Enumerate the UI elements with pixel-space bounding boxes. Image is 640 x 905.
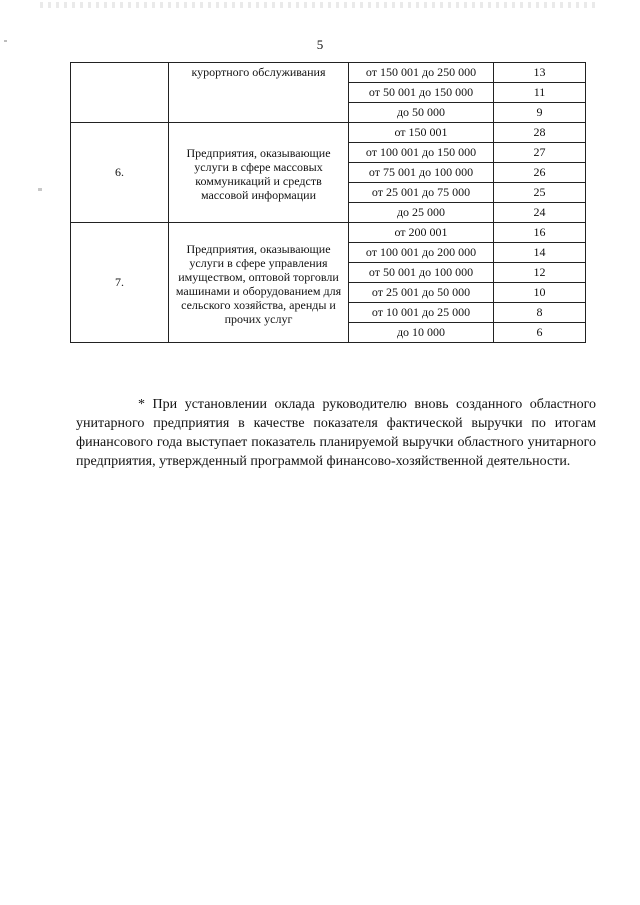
- table-row: [71, 223, 586, 243]
- revenue-range-cell: от 25 001 до 75 000: [349, 183, 494, 203]
- revenue-range-cell: от 50 001 до 150 000: [349, 83, 494, 103]
- row-description-cell: Предприятия, оказывающие услуги в сфере массовых коммуникаций и средств массовой информации: [169, 123, 349, 223]
- coefficient-cell: 10: [494, 283, 586, 303]
- revenue-coefficient-table: [70, 62, 586, 343]
- coefficient-cell: 8: [494, 303, 586, 323]
- revenue-range-cell: от 100 001 до 150 000: [349, 143, 494, 163]
- table-row: [71, 63, 586, 83]
- page-number: 5: [316, 37, 324, 52]
- revenue-range-cell: от 50 001 до 100 000: [349, 263, 494, 283]
- revenue-range-cell: от 200 001: [349, 223, 494, 243]
- row-number-cell: [71, 63, 169, 123]
- coefficient-cell: 16: [494, 223, 586, 243]
- row-description-cell: Предприятия, оказывающие услуги в сфере управления имуществом, оптовой торговли машинами и оборудованием для сельского хозяйства, аренды и прочих услуг: [169, 223, 349, 343]
- table-row: [71, 123, 586, 143]
- row-number-cell: 6.: [71, 123, 169, 223]
- coefficient-cell: 13: [494, 63, 586, 83]
- revenue-range-cell: до 10 000: [349, 323, 494, 343]
- coefficient-cell: 26: [494, 163, 586, 183]
- revenue-range-cell: от 10 001 до 25 000: [349, 303, 494, 323]
- revenue-range-cell: от 75 001 до 100 000: [349, 163, 494, 183]
- scan-artifact-mark: [38, 188, 42, 191]
- coefficient-cell: 25: [494, 183, 586, 203]
- revenue-range-cell: до 50 000: [349, 103, 494, 123]
- scan-artifact-streak: [40, 2, 600, 8]
- coefficient-cell: 12: [494, 263, 586, 283]
- revenue-range-cell: от 150 001: [349, 123, 494, 143]
- coefficient-cell: 27: [494, 143, 586, 163]
- coefficient-cell: 9: [494, 103, 586, 123]
- coefficient-cell: 6: [494, 323, 586, 343]
- row-description-cell: курортного обслуживания: [169, 63, 349, 123]
- coefficient-cell: 14: [494, 243, 586, 263]
- revenue-range-cell: от 25 001 до 50 000: [349, 283, 494, 303]
- revenue-range-cell: до 25 000: [349, 203, 494, 223]
- revenue-range-cell: от 100 001 до 200 000: [349, 243, 494, 263]
- coefficient-cell: 28: [494, 123, 586, 143]
- row-number-cell: 7.: [71, 223, 169, 343]
- footnote-paragraph: * При установлении оклада руководителю вновь созданного областного унитарного предприятия в качестве показателя фактической выручки по итогам финансового года выступает показатель планируемой выручки областного унитарного предприятия, утвержденный программой финансово-хозяйственной деятельности.: [76, 397, 596, 469]
- coefficient-cell: 11: [494, 83, 586, 103]
- coefficient-cell: 24: [494, 203, 586, 223]
- revenue-range-cell: от 150 001 до 250 000: [349, 63, 494, 83]
